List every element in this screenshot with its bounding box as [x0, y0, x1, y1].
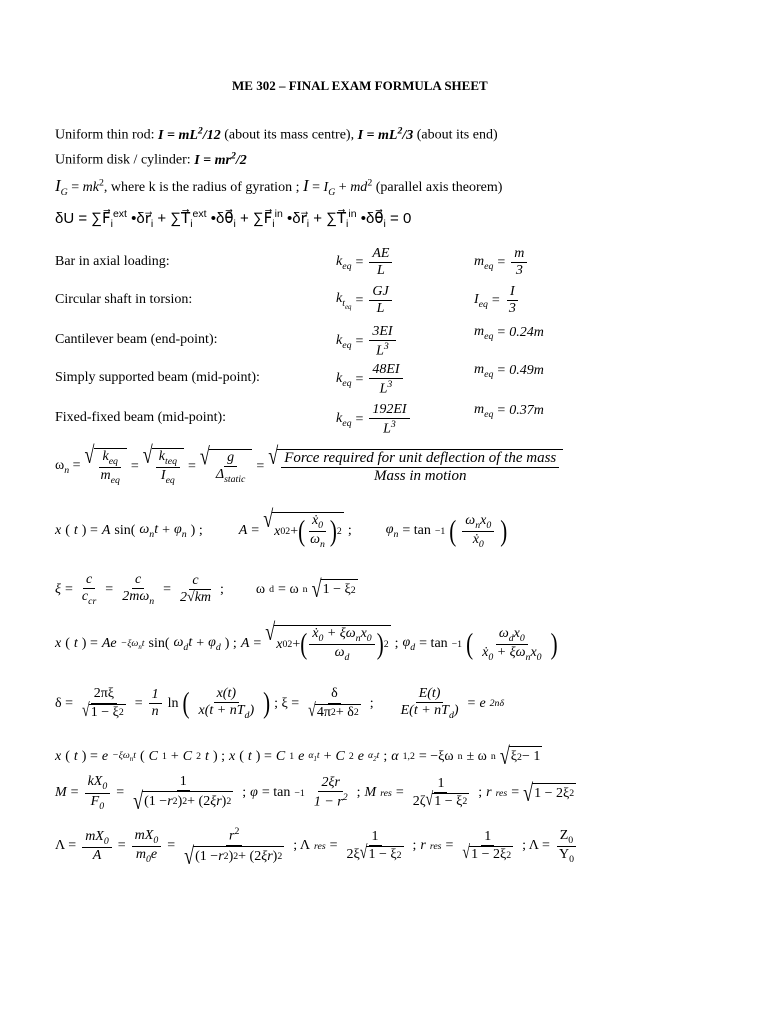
row-label: Circular shaft in torsion: — [55, 292, 193, 307]
rod-line — [55, 125, 498, 144]
mass-formula: $m_{eq}$ = 0.37m — [474, 402, 544, 420]
mass-formula: $m_{eq}$ = 0.49m — [474, 362, 544, 380]
log-decrement-eq: δ = 2πξ √ 1 − ξ 2 = $\frac{1}{n}$ ln ( $\frac{x(t)}{x(t + nT_d)}$ ) ; ξ = δ √ 4π 2 + δ 2 ; $\frac{E(t)}{E(t + nT_d)}$ = e 2nδ — [55, 686, 505, 721]
stiffness-formula: $k_{eq}$ = $\frac{3EI}{L^3}$ — [336, 324, 398, 360]
undamped-response-eq: x ( t ) = A sin( $\omega_nt$ + $\varphi_n$ ) ; A = √ x 0 2 + ( $\frac{ẋ_0}{\omega_n}$ ) 2 ; $\varphi_n$ = tan −1 ( $\frac{\omega_nx_0}{ẋ_0}$ ) — [55, 505, 508, 550]
row-label: Bar in axial loading: — [55, 254, 170, 269]
mass-formula: $I_{eq}$ = $\frac{I}{3}$ — [474, 284, 516, 317]
row-label: Simply supported beam (mid-point): — [55, 370, 260, 385]
rod-label: Uniform thin rod: — [55, 127, 159, 143]
stiffness-formula: $k_{eq}$ = $\frac{192EI}{L^3}$ — [336, 402, 412, 438]
damping-ratio-eq: ξ = $\frac{c}{c_{cr}}$ = $\frac{c}{2m\omega_n}$ = $\frac{c}{2√km}$ ; ω d = ω n √ 1 − ξ 2 — [55, 572, 356, 607]
omega-n-eq: $\omega_n$ = √ $\frac{k_{eq}}{m_{eq}}$ = √ $\frac{k_{teq}}{I_{eq}}$ = √ $\frac{g}{\Delta_{static}}$ = √ $\frac{\text{Force required for unit deflection of the mass}}{\text{Mass in motion}}$ — [55, 448, 563, 486]
magnification-eq: M = $\frac{kX_0}{F_0}$ = 1 √ (1 − r 2 ) 2 + (2 ξr ) 2 ; φ = tan −1 $\frac{2\xi r}{1 - r^2}$ ; M res = 1 2ζ √ 1 − ξ 2 ; r res = √ 1 − 2ξ 2 — [55, 774, 575, 815]
disk-formula: $I = mr^2/2$ — [194, 150, 247, 168]
unbalance-eq: Λ = $\frac{mX_0}{A}$ = $\frac{mX_0}{m_0e}$ = $r^2$ √ (1 − r 2 ) 2 + (2 ξr ) 2 ; Λ res = 1 2ξ √ 1 − ξ 2 ; r res = 1 √ 1 − 2ξ 2 ; Λ = $\frac{Z_0}{Y_0}$ — [55, 826, 579, 867]
rod-end-formula: $I = mL^2/3$ — [357, 125, 414, 143]
damped-response-eq: x ( t ) = Ae $-\xi\omega_nt$ sin( $\omega_dt$ + $\varphi_d$ ) ; A = √ x 0 2 + ( $\frac{ẋ_0 + \xi\omega_nx_0}{\omega_d}$ ) 2 ; $\varphi_d$ = tan −1 ( $\frac{\omega_dx_0}{ẋ_0 + \xi\omega_nx_0}$ ) — [55, 618, 558, 663]
parallel-note: (parallel axis theorem) — [372, 180, 503, 195]
disk-label: Uniform disk / cylinder: — [55, 152, 195, 168]
force-text: Force required for unit deflection of the mass — [281, 450, 559, 468]
critical-overdamped-eq: x ( t ) = e $-\xi\omega_nt$ ( C 1 + C 2 t ) ; x ( t ) = C 1 e $\alpha_1t$ + C 2 e $\alpha_2t$ ; α 1,2 = −ξω n ± ω n √ ξ 2 − 1 — [55, 742, 541, 770]
mass-text: Mass in motion — [373, 468, 467, 485]
mass-formula: $m_{eq}$ = $\frac{m}{3}$ — [474, 246, 529, 279]
gyration-line: $I_G = mk^2$, where k is the radius of gyration ; $I = I_G + md^2$ (parallel axis theorem) — [55, 176, 503, 198]
row-label: Cantilever beam (end-point): — [55, 332, 218, 347]
rod-end-note: (about its end) — [413, 127, 498, 143]
disk-line — [55, 150, 247, 169]
rod-center-note: (about its mass centre), — [220, 127, 358, 143]
virtual-work-eq: $\delta U = \sum F⃗_i^{ext}$ $•\delta r⃗_i$ + $\sum T⃗_i^{ext}$ $•\delta\theta⃗_i$ + $\sum F⃗_i^{in}$ $•\delta r⃗_i$ + $\sum T⃗_i^{in}$ $•\delta\theta⃗_i = 0$ — [55, 208, 412, 230]
stiffness-formula: $k_{t_{eq}}$ = $\frac{GJ}{L}$ — [336, 284, 394, 317]
stiffness-formula: $k_{eq}$ = $\frac{48EI}{L^3}$ — [336, 362, 405, 398]
page-title: ME 302 – FINAL EXAM FORMULA SHEET — [232, 78, 488, 93]
gyration-note: , where k is the radius of gyration ; — [103, 180, 303, 195]
rod-center-formula: $I = mL^2/12$ — [158, 125, 221, 143]
row-label: Fixed-fixed beam (mid-point): — [55, 410, 227, 425]
stiffness-formula: $k_{eq}$ = $\frac{AE}{L}$ — [336, 246, 394, 279]
mass-formula: $m_{eq}$ = 0.24m — [474, 324, 544, 342]
